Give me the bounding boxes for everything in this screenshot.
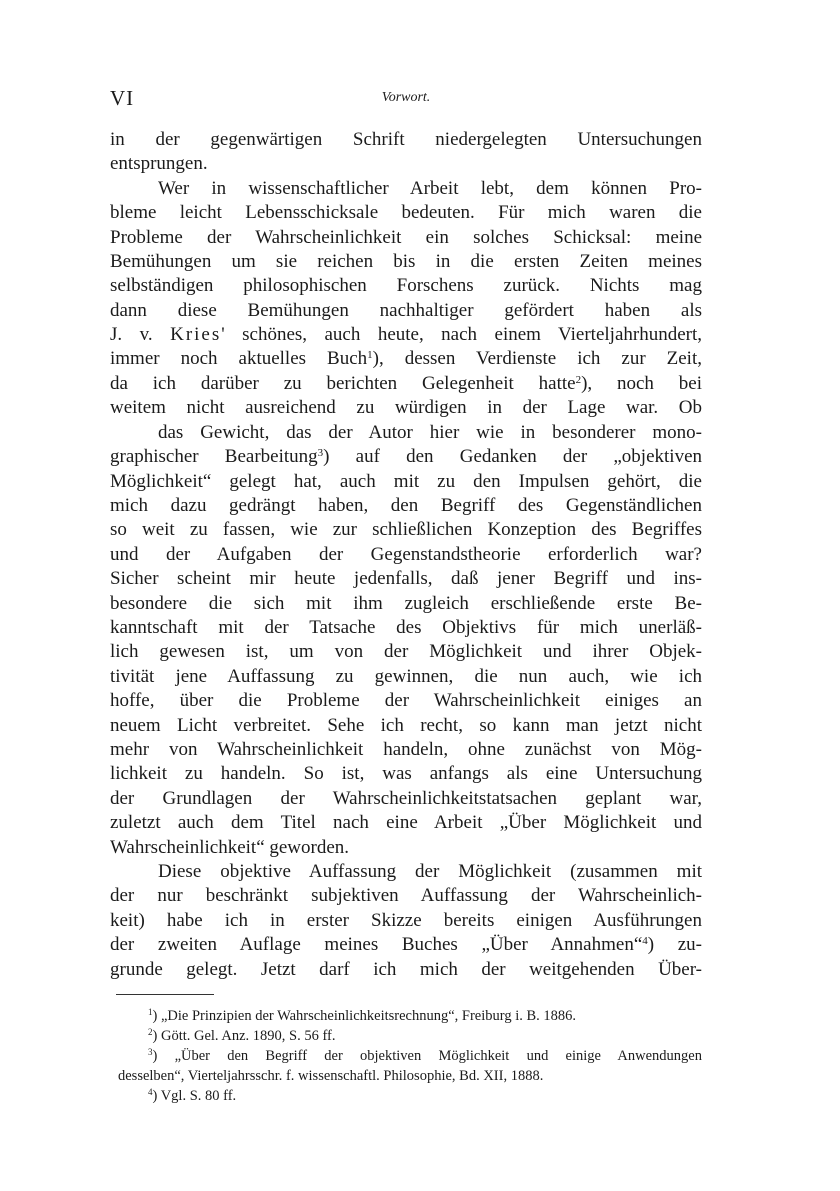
text-span: J. v. xyxy=(110,324,171,345)
text-line: keit) habe ich in erster Skizze bereits einigen Ausführungen xyxy=(110,910,702,931)
page-header xyxy=(110,86,702,116)
footnote-ref: 3 xyxy=(317,447,324,459)
text-line: mich dazu gedrängt haben, den Begriff des Gegenständlichen xyxy=(110,495,702,516)
text-line: zuletzt auch dem Titel nach eine Arbeit „Über Möglichkeit und xyxy=(110,812,702,833)
footnote-divider xyxy=(116,994,214,995)
text-line: tivität jene Auffassung zu gewinnen, die nun auch, wie ich xyxy=(110,666,702,687)
text-line: das Gewicht, das der Autor hier wie in besonderer mono- xyxy=(158,422,702,443)
text-line: neuem Licht verbreitet. Sehe ich recht, so kann man jetzt nicht xyxy=(110,715,702,736)
text-line: in der gegenwärtigen Schrift niedergelegten Untersuchungen xyxy=(110,129,702,150)
text-line xyxy=(110,347,702,371)
text-line: Wer in wissenschaftlicher Arbeit lebt, dem können Pro- xyxy=(158,178,702,199)
text-span: ), noch bei xyxy=(581,373,702,394)
text-line: der nur beschränkt subjektiven Auffassung der Wahrscheinlich- xyxy=(110,885,702,906)
footnote-text: „Über den Begriff der objektiven Möglichkeit und einige Anwendungen xyxy=(174,1048,702,1064)
text-line: selbständigen philosophischen Forschens zurück. Nichts mag xyxy=(110,275,702,296)
text-line: so weit zu fassen, wie zur schließlichen Konzeption des Begriffes xyxy=(110,519,702,540)
footnote-1: $^1$) „Die Prinzipien der Wahrscheinlichkeitsrechnung“, Freiburg i. B. 1886. xyxy=(148,1007,577,1024)
text-line xyxy=(110,323,702,347)
text-line: Diese objektive Auffassung der Möglichkeit (zusammen mit xyxy=(158,861,702,882)
footnote-text: „Die Prinzipien der Wahrscheinlichkeitsrechnung“, Freiburg i. B. 1886. xyxy=(160,1008,577,1024)
text-line: lichkeit zu handeln. So ist, was anfangs als eine Untersuchung xyxy=(110,763,702,784)
text-span: der zweiten Auflage meines Buches „Über Annahmen“ xyxy=(110,934,643,955)
text-line: Bemühungen um sie reichen bis in die ersten Zeiten meines xyxy=(110,251,702,272)
running-head: Vorwort. xyxy=(381,90,431,105)
footnote-text: Vgl. S. 80 ff. xyxy=(160,1088,237,1104)
text-line: grunde gelegt. Jetzt darf ich mich der weitgehenden Über- xyxy=(110,959,702,980)
footnote-3: $^3$) „Über den Begriff der objektiven Möglichkeit und einige Anwendungen xyxy=(148,1047,702,1064)
text-line: Sicher scheint mir heute jedenfalls, daß jener Begriff und ins- xyxy=(110,568,702,589)
text-line: entsprungen. xyxy=(110,153,208,174)
text-line: hoffe, über die Probleme der Wahrscheinlichkeit einiges an xyxy=(110,690,702,711)
footnote-ref: 2 xyxy=(575,374,582,386)
text-span: ), dessen Verdienste ich zur Zeit, xyxy=(372,348,702,369)
text-line xyxy=(110,372,702,396)
text-span: graphischer Bearbeitung xyxy=(110,446,318,467)
footnote-mark: 2 xyxy=(148,1027,153,1037)
footnote-mark: 3 xyxy=(148,1047,153,1057)
text-span: ) zu- xyxy=(647,934,702,955)
text-line: dann diese Bemühungen nachhaltiger gefördert haben als xyxy=(110,300,702,321)
text-span: ' schönes, auch heute, nach einem Vierteljahrhundert, xyxy=(221,324,702,345)
text-span: immer noch aktuelles Buch xyxy=(110,348,368,369)
text-line xyxy=(110,445,702,469)
text-line: kanntschaft mit der Tatsache des Objektivs für mich unerläß- xyxy=(110,617,702,638)
footnote-2: $^2$) Gött. Gel. Anz. 1890, S. 56 ff. xyxy=(148,1027,336,1044)
footnote-mark: 4 xyxy=(148,1087,153,1097)
text-line: und der Aufgaben der Gegenstandstheorie erforderlich war? xyxy=(110,544,702,565)
footnote-ref: 1 xyxy=(367,349,373,361)
footnote-3-cont: desselben“, Vierteljahrsschr. f. wissenschaftl. Philosophie, Bd. XII, 1888. xyxy=(118,1068,544,1084)
text-line: besondere die sich mit ihm zugleich erschließende erste Be- xyxy=(110,593,702,614)
footnote-ref: 4 xyxy=(642,935,648,947)
text-line: mehr von Wahrscheinlichkeit handeln, ohne zunächst von Mög- xyxy=(110,739,702,760)
footnote-text: Gött. Gel. Anz. 1890, S. 56 ff. xyxy=(160,1028,336,1044)
text-line: Wahrscheinlichkeit“ geworden. xyxy=(110,837,350,858)
text-line: bleme leicht Lebensschicksale bedeuten. Für mich waren die xyxy=(110,202,702,223)
page-number: VI xyxy=(110,86,135,110)
text-line: der Grundlagen der Wahrscheinlichkeitstatsachen geplant war, xyxy=(110,788,702,809)
text-span: ) auf den Gedanken der „objektiven xyxy=(323,446,703,467)
text-span: da ich darüber zu berichten Gelegenheit hatte xyxy=(110,373,576,394)
footnote-mark: 1 xyxy=(148,1007,153,1017)
text-line xyxy=(110,933,702,957)
text-line: Möglichkeit“ gelegt hat, auch mit zu den Impulsen gehört, die xyxy=(110,471,702,492)
footnote-4: $^4$) Vgl. S. 80 ff. xyxy=(148,1087,237,1104)
author-name: Kries xyxy=(170,324,222,345)
text-line: lich gewesen ist, um von der Möglichkeit und ihrer Objek- xyxy=(110,641,702,662)
text-line: Probleme der Wahrscheinlichkeit ein solches Schicksal: meine xyxy=(110,227,702,248)
text-line: weitem nicht ausreichend zu würdigen in der Lage war. Ob xyxy=(110,397,702,418)
